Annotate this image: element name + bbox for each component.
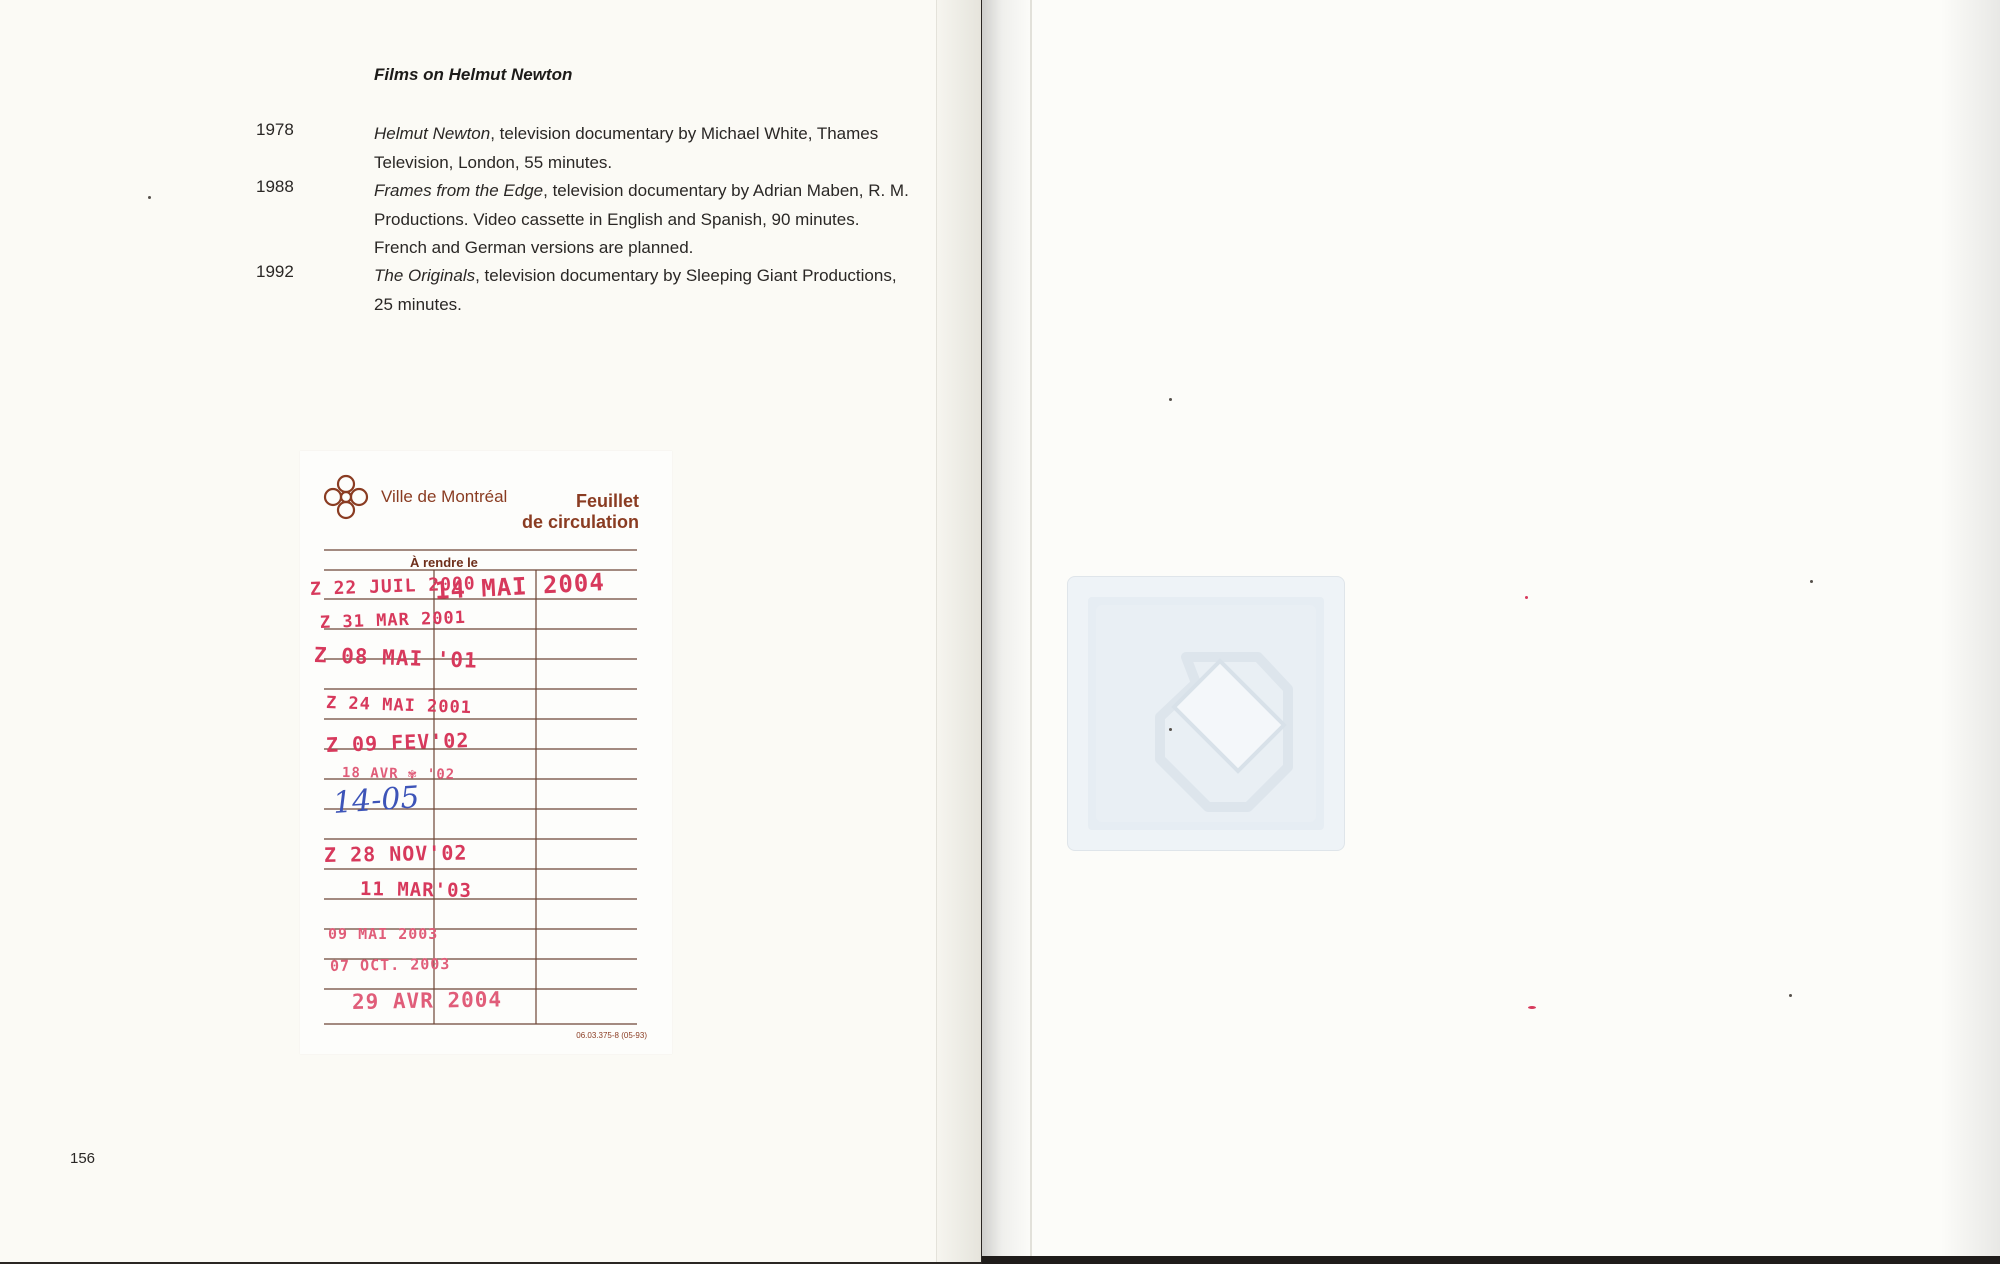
- dust-speck: [1789, 994, 1792, 997]
- rfid-tag-icon: [1067, 576, 1345, 851]
- card-title: Feuillet de circulation: [521, 491, 639, 532]
- dust-speck: [1525, 596, 1528, 599]
- page-edge-strip: [936, 0, 981, 1262]
- due-date-stamp: 09 MAI 2003: [328, 925, 439, 943]
- left-page: [0, 0, 980, 1262]
- dust-speck: [1528, 1006, 1536, 1009]
- due-date-stamp: 07 OCT. 2003: [329, 954, 451, 975]
- film-year: 1992: [256, 262, 294, 281]
- film-description: Helmut Newton, television documentary by Michael White, Thames Television, London, 55 minutes.: [374, 124, 879, 172]
- film-title: Frames from the Edge: [374, 181, 544, 200]
- card-city-name: Ville de Montréal: [381, 487, 508, 506]
- handwritten-note: 14-05: [331, 780, 421, 821]
- film-description: Frames from the Edge, television documentary by Adrian Maben, R. M. Productions. Video cassette in English and Spanish, 90 minutes. French and German versions are planned.: [374, 181, 909, 257]
- dust-speck: [1169, 728, 1172, 731]
- film-year: 1978: [256, 120, 294, 139]
- section-title: Films on Helmut Newton: [374, 65, 573, 84]
- due-date-stamp: Z 08 MAI '01: [313, 643, 479, 673]
- due-date-stamp: Z 31 MAR 2001: [319, 607, 467, 633]
- due-date-stamp: 18 AVR ✾ '02: [341, 765, 456, 783]
- montreal-rosette-logo: [322, 473, 370, 521]
- page-bottom-edge: [982, 1256, 2000, 1264]
- due-date-stamp: Z 24 MAI 2001: [325, 693, 473, 719]
- due-date-stamp: Z 09 FEV'02: [325, 728, 470, 757]
- card-column-header: À rendre le: [410, 555, 478, 570]
- due-date-stamp: 14 MAI 2004: [434, 568, 606, 605]
- due-date-stamp: Z 22 JUIL 2000: [309, 573, 476, 600]
- film-description: The Originals, television documentary by Sleeping Giant Productions, 25 minutes.: [374, 266, 897, 314]
- card-form-code: 06.03.375-8 (05-93): [576, 1031, 647, 1040]
- film-title: Helmut Newton: [374, 124, 491, 143]
- gutter-shadow: [982, 0, 1032, 1262]
- dust-speck: [1169, 398, 1172, 401]
- film-year: 1988: [256, 177, 294, 196]
- dust-speck: [1810, 580, 1813, 583]
- gutter-line: [1030, 0, 1032, 1262]
- rfid-tag-inner: [1088, 597, 1324, 830]
- due-date-stamp: 11 MAR'03: [359, 878, 473, 902]
- film-title: The Originals: [374, 266, 476, 285]
- library-due-date-card: [300, 451, 672, 1054]
- page-fold-shadow: [1940, 0, 2000, 1264]
- page-number: 156: [70, 1150, 96, 1167]
- due-date-stamp: Z 28 NOV'02: [323, 840, 468, 867]
- dust-speck: [148, 196, 151, 199]
- rfid-antenna-graphic: [1088, 597, 1324, 830]
- due-date-stamp: 29 AVR 2004: [351, 987, 503, 1014]
